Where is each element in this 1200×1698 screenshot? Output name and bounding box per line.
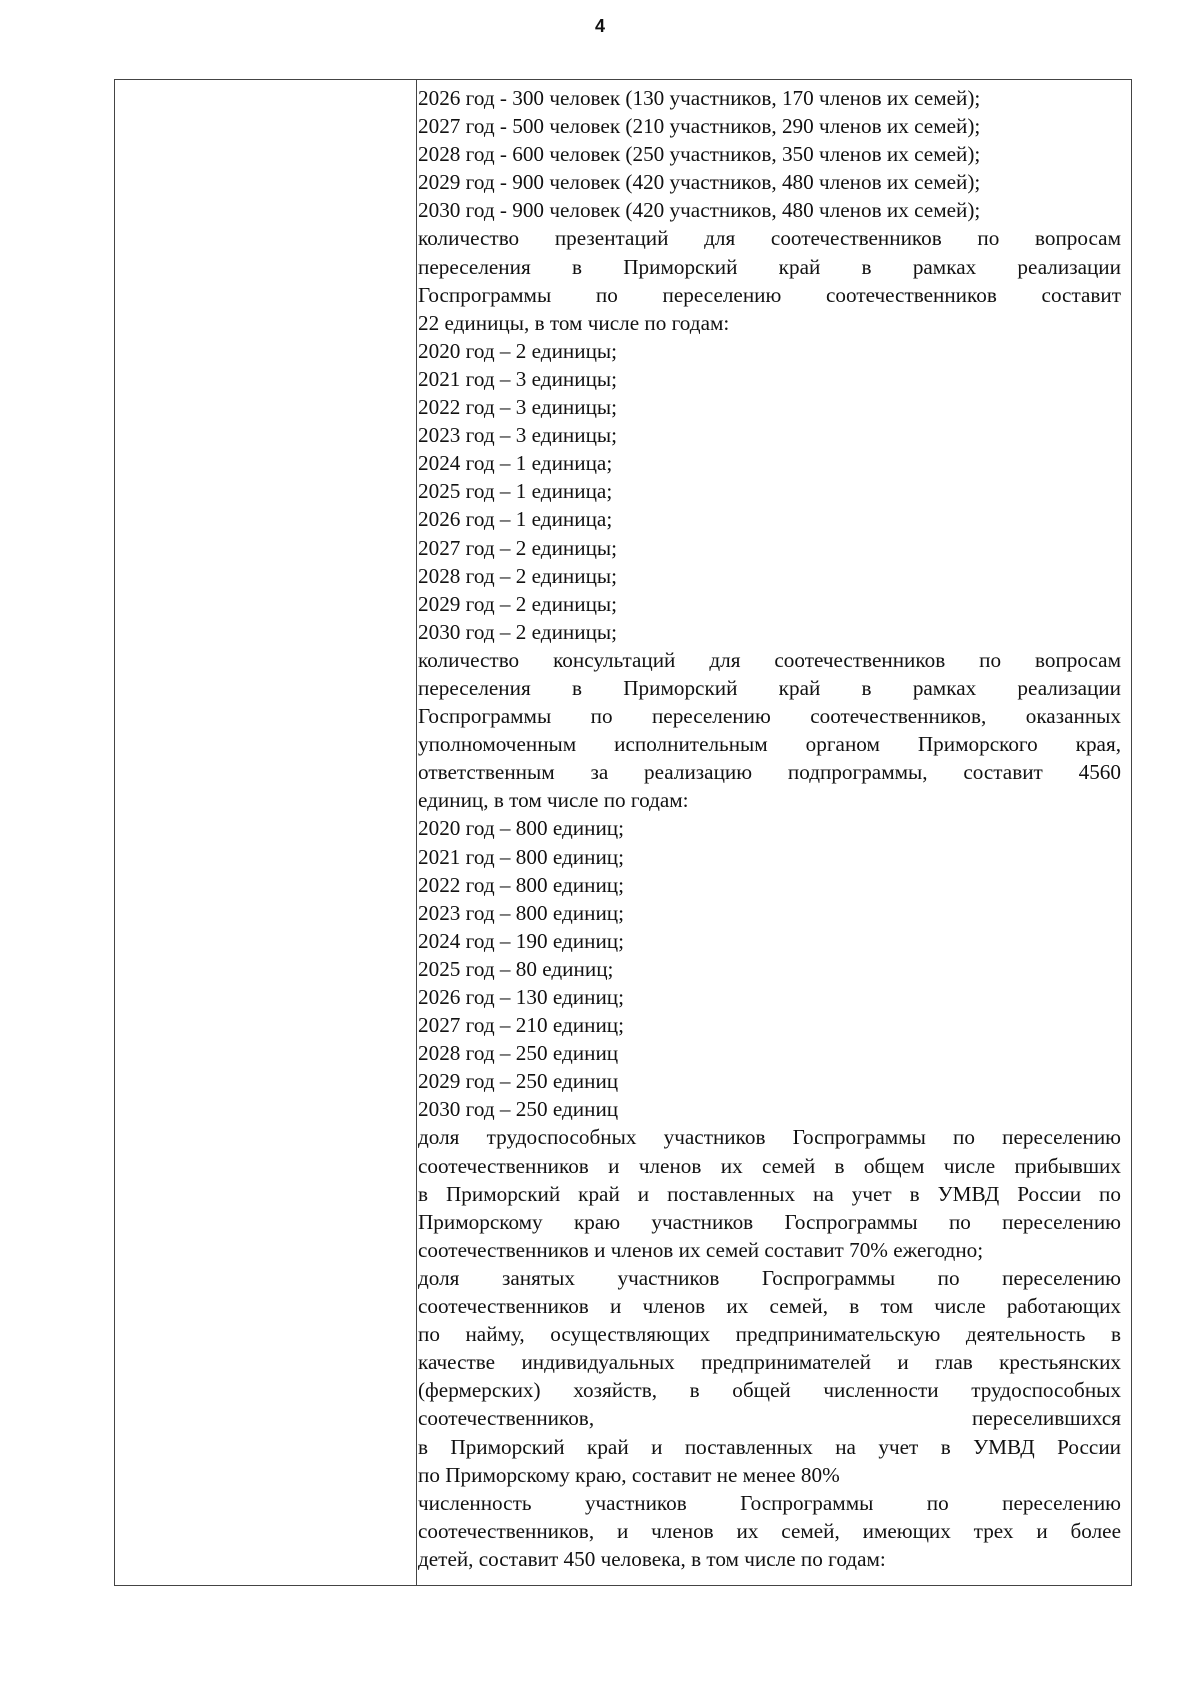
text-line: 2030 год – 2 единицы; [418, 619, 618, 644]
text-line: 2026 год – 1 единица; [418, 507, 613, 532]
text-line: 2030 год - 900 человек (420 участников, 480 членов их семей); [418, 198, 981, 223]
text-line: численность участников Госпрограммы по переселению [418, 1490, 1121, 1515]
text-line: Госпрограммы по переселению соотечественников, оказанных [418, 704, 1121, 729]
text-line: 2029 год – 250 единиц [418, 1069, 619, 1094]
text-line: 2028 год – 2 единицы; [418, 563, 618, 588]
text-line: 2029 год – 2 единицы; [418, 591, 618, 616]
text-line: 2028 год – 250 единиц [418, 1041, 619, 1066]
text-line: 2021 год – 800 единиц; [418, 844, 625, 869]
text-line: соотечественников, переселившихся [418, 1406, 1121, 1431]
text-line: уполномоченным исполнительным органом Приморского края, [418, 732, 1121, 757]
text-line: 2029 год - 900 человек (420 участников, 480 членов их семей); [418, 170, 981, 195]
text-line: 2022 год – 3 единицы; [418, 395, 618, 420]
column-divider [416, 80, 417, 1585]
text-line: качестве индивидуальных предпринимателей и глав крестьянских [418, 1350, 1121, 1375]
text-line: 22 единицы, в том числе по годам: [418, 310, 730, 335]
text-line: доля трудоспособных участников Госпрограммы по переселению [418, 1125, 1121, 1150]
text-line: количество консультаций для соотечественников по вопросам [418, 647, 1121, 672]
text-line: переселения в Приморский край в рамках реализации [418, 675, 1121, 700]
text-line: переселения в Приморский край в рамках реализации [418, 254, 1121, 279]
text-line: количество презентаций для соотечественников по вопросам [418, 226, 1121, 251]
text-line: 2021 год – 3 единицы; [418, 366, 618, 391]
left-table-cell [115, 80, 416, 1585]
text-line: 2027 год – 210 единиц; [418, 1013, 625, 1038]
text-line: детей, составит 450 человека, в том числе по годам: [418, 1546, 886, 1571]
text-line: 2028 год - 600 человек (250 участников, 350 членов их семей); [418, 142, 981, 167]
text-line: в Приморский край и поставленных на учет в УМВД России по [418, 1181, 1121, 1206]
text-line: 2023 год – 800 единиц; [418, 900, 625, 925]
text-line: 2027 год - 500 человек (210 участников, 290 членов их семей); [418, 114, 981, 139]
text-line: 2024 год – 1 единица; [418, 451, 613, 476]
text-line: 2026 год - 300 человек (130 участников, 170 членов их семей); [418, 86, 981, 110]
text-line: 2023 год – 3 единицы; [418, 423, 618, 448]
right-table-cell [418, 84, 1121, 1573]
text-line: в Приморский край и поставленных на учет в УМВД России [418, 1434, 1121, 1459]
text-line: 2020 год – 800 единиц; [418, 816, 625, 841]
text-line: 2022 год – 800 единиц; [418, 872, 625, 897]
text-line: 2024 год – 190 единиц; [418, 928, 625, 953]
text-line: соотечественников и членов их семей составит 70% ежегодно; [418, 1237, 984, 1262]
text-line: по найму, осуществляющих предпринимательскую деятельность в [418, 1322, 1121, 1347]
text-line: 2025 год – 80 единиц; [418, 956, 614, 981]
text-line: соотечественников и членов их семей в общем числе прибывших [418, 1153, 1121, 1178]
text-line: соотечественников и членов их семей, в том числе работающих [418, 1294, 1121, 1319]
text-line: Госпрограммы по переселению соотечественников составит [418, 282, 1121, 307]
text-line: 2027 год – 2 единицы; [418, 535, 618, 560]
text-line: 2020 год – 2 единицы; [418, 338, 618, 363]
document-table [114, 79, 1132, 1586]
text-line: 2026 год – 130 единиц; [418, 985, 625, 1009]
text-line: (фермерских) хозяйств, в общей численности трудоспособных [418, 1378, 1121, 1403]
text-line: 2025 год – 1 единица; [418, 479, 613, 504]
text-line: 2030 год – 250 единиц [418, 1097, 619, 1122]
page-number: 4 [594, 16, 605, 36]
text-line: ответственным за реализацию подпрограммы, составит 4560 [418, 760, 1121, 785]
text-line: доля занятых участников Госпрограммы по переселению [418, 1265, 1121, 1290]
text-line: единиц, в том числе по годам: [418, 788, 689, 813]
text-line: соотечественников, и членов их семей, имеющих трех и более [418, 1518, 1121, 1543]
text-line: Приморскому краю участников Госпрограммы по переселению [418, 1209, 1121, 1234]
text-line: по Приморскому краю, составит не менее 80% [418, 1462, 840, 1487]
